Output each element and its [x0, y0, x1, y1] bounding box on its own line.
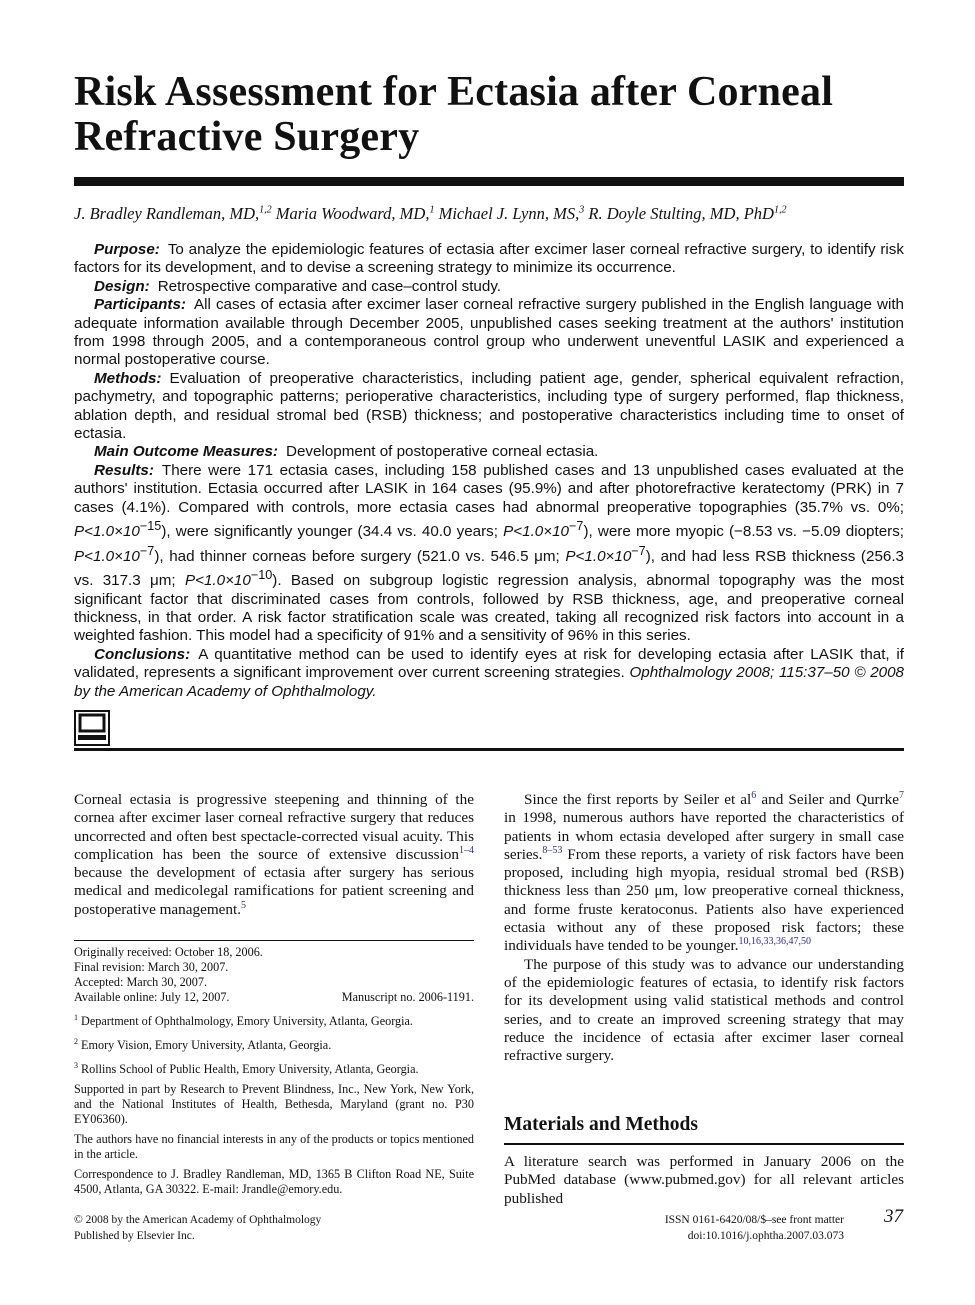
- abstract-purpose: Purpose: To analyze the epidemiologic features of ectasia after excimer laser corneal refractive surgery, to identify risk factors for its development, and to devise a screening strategy to minimize its occurrence.: [74, 241, 904, 277]
- conflict-note: The authors have no financial interests in any of the products or topics mentioned in the article.: [74, 1132, 474, 1162]
- reference-link[interactable]: 6: [751, 789, 757, 801]
- citation: Ophthalmology 2008; 115:37–50 © 2008 by the American Academy of Ophthalmology.: [74, 664, 904, 700]
- abstract-design: Design: Retrospective comparative and case–control study.: [94, 277, 502, 295]
- section-heading: Materials and Methods: [504, 1114, 698, 1135]
- author-affiliation: 1,2: [259, 204, 272, 216]
- reference-link[interactable]: 7: [899, 789, 905, 801]
- doi: doi:10.1016/j.ophtha.2007.03.073: [687, 1230, 844, 1242]
- author-affiliation: 1: [429, 204, 435, 216]
- footnote-rule: [74, 940, 474, 941]
- footer-left: © 2008 by the American Academy of Ophthalmology Published by Elsevier Inc.: [74, 1214, 322, 1242]
- author-name: Michael J. Lynn, MS,: [438, 204, 580, 223]
- footer-right: [665, 1212, 844, 1244]
- author-name: Maria Woodward, MD,: [275, 204, 430, 223]
- abstract-outcome: Main Outcome Measures: Development of postoperative corneal ectasia.: [94, 443, 599, 461]
- abstract-label: Participants:: [94, 296, 186, 314]
- abstract-conclusions: Conclusions: A quantitative method can be used to identify eyes at risk for developing ectasia after LASIK that, if validated, represents a significant improvement over current screening strategies. Ophthalmology 2008; 115:37–50 © 2008 by the American Academy of Ophthalmology.: [74, 645, 904, 700]
- abstract-label: Purpose:: [94, 241, 160, 258]
- page-number: 37: [884, 1206, 903, 1227]
- body-paragraph: Since the first reports by Seiler et al$^6$ and Seiler and Qurrke$^7$ in 1998, numerous authors have reported the characteristics of patients in whom ectasia developed after surgery in small case series.$^{8-53}$ From these reports, a variety of risk factors have been proposed, including high myopia, residual stromal bed (RSB) thickness less than 250 μm, low preoperative corneal thickness, and forme fruste keratoconus. Patients also have experienced ectasia without any of these proposed risk factors; these individuals have tended to be younger.$^{10,16,33,36,47,50}$: [504, 789, 905, 955]
- author-name: J. Bradley Randleman, MD,: [74, 204, 260, 223]
- abstract-results: Results: There were 171 ectasia cases, including 158 published cases and 13 unpublished cases evaluated at the authors' institution. Ectasia occurred after LASIK in 164 cases (95.9%) and after photorefractive keratectomy (PRK) in 7 cases (4.1%). Compared with controls, more ectasia cases had abnormal preoperative topographies (35.7% vs. 0%; $P<1.0\times 10^{-15}$), were significantly younger (34.4 vs. 40.0 years; $P<1.0\times 10^{-7}$), were more myopic (−8.53 vs. −5.09 diopters; $P<1.0\times 10^{-7}$), had thinner corneas before surgery (521.0 vs. 546.5 μm; $P<1.0\times 10^{-7}$), and had less RSB thickness (256.3 vs. 317.3 μm; $P<1.0\times 10^{-10}$). Based on subgroup logistic regression analysis, abnormal topography was the most significant factor that discriminated cases from controls, followed by RSB thickness, age, and preoperative corneal thickness, in that order. A risk factor stratification scale was created, taking all recognized risk factors into account in a weighted fashion. This model had a specificity of 91% and a sensitivity of 96% in this series.: [74, 461, 905, 645]
- correspondence-note: Correspondence to J. Bradley Randleman, MD, 1365 B Clifton Road NE, Suite 4500, Atlanta, GA 30322. E-mail: Jrandle@emory.edu.: [74, 1167, 474, 1197]
- right-column: [504, 791, 904, 1065]
- reference-link[interactable]: 10,16,33,36,47,50: [738, 936, 812, 948]
- funding-note: Supported in part by Research to Prevent Blindness, Inc., New York, New York, and the National Institutes of Health, Bethesda, Maryland (grant no. P30 EY06360).: [74, 1082, 474, 1127]
- section-rule: [504, 1143, 904, 1145]
- title-rule: [74, 177, 904, 186]
- abstract-participants: Participants: All cases of ectasia after excimer laser corneal refractive surgery published in the English language with adequate information available through December 2005, unpublished cases seeking treatment at the authors' institution from 1998 through 2005, and a contemporaneous control group who underwent uneventful LASIK and experienced a normal postoperative course.: [74, 296, 904, 369]
- body-paragraph: Corneal ectasia is progressive steepening and thinning of the cornea after excimer laser corneal refractive surgery that reduces uncorrected and often best spectacle-corrected visual acuity. This complication has been the source of extensive discussion$^{1-4}$ because the development of ectasia after surgery has serious medical and medicolegal ramifications for patient screening and postoperative management.$^5$: [74, 791, 474, 918]
- abstract: [74, 241, 904, 701]
- author-name: R. Doyle Stulting, MD, PhD: [588, 204, 774, 223]
- article-title: Risk Assessment for Ectasia after Corneal Refractive Surgery: [74, 69, 834, 160]
- issn: ISSN 0161-6420/08/$–see front matter: [664, 1214, 844, 1226]
- computer-monitor-icon: [74, 710, 110, 746]
- body-paragraph: The purpose of this study was to advance our understanding of the epidemiologic features of ectasia, to identify risk factors for its development using valid statistical methods and control series, and to create an improved screening strategy that may reduce the incidence of ectasia after excimer laser corneal refractive surgery.: [504, 955, 904, 1065]
- abstract-label: Design:: [94, 277, 150, 295]
- footnotes: Originally received: October 18, 2006. Final revision: March 30, 2007. Accepted: March 30, 2007. Available online: July 12, 2007. Manuscript no. 2006-1191. $^1$ Department of Ophthalmology, Emory University, Atlanta, Georgia. $^2$ Emory Vision, Emory University, Atlanta, Georgia. $^3$ Rollins School of Public Health, Emory University, Atlanta, Georgia. Supported in part by Research to Prevent Blindness, Inc., New York, New York, and the National Institutes of Health, Bethesda, Maryland (grant no. P30 EY06360). The authors have no financial interests in any of the products or topics mentioned in the article. Correspondence to J. Bradley Randleman, MD, 1365 B Clifton Road NE, Suite 4500, Atlanta, GA 30322. E-mail: Jrandle@emory.edu.: [74, 945, 474, 1197]
- author-list: [74, 202, 904, 226]
- abstract-methods: Methods: Evaluation of preoperative characteristics, including patient age, gender, spherical equivalent refraction, pachymetry, and topographic patterns; perioperative characteristics, including type of surgery performed, flap thickness, ablation depth, and residual stromal bed (RSB) thickness; and postoperative characteristics including time to onset of ectasia.: [74, 369, 904, 443]
- abstract-label: Conclusions:: [94, 645, 191, 663]
- abstract-label: Methods:: [94, 369, 162, 387]
- manuscript-number: Manuscript no. 2006-1191.: [341, 990, 474, 1004]
- abstract-label: Results:: [94, 461, 154, 479]
- methods-column: [504, 1153, 904, 1208]
- author-affiliation: 1,2: [773, 204, 787, 216]
- reference-link[interactable]: 8–53: [542, 844, 563, 856]
- body-paragraph: A literature search was performed in January 2006 on the PubMed database (www.pubmed.gov) for all relevant articles published: [504, 1153, 904, 1207]
- reference-link[interactable]: 5: [241, 899, 247, 911]
- author-affiliation: 3: [579, 204, 585, 216]
- reference-link[interactable]: 1–4: [459, 844, 474, 856]
- abstract-label: Main Outcome Measures:: [94, 443, 278, 461]
- abstract-rule: [74, 748, 904, 751]
- left-column: [74, 791, 474, 919]
